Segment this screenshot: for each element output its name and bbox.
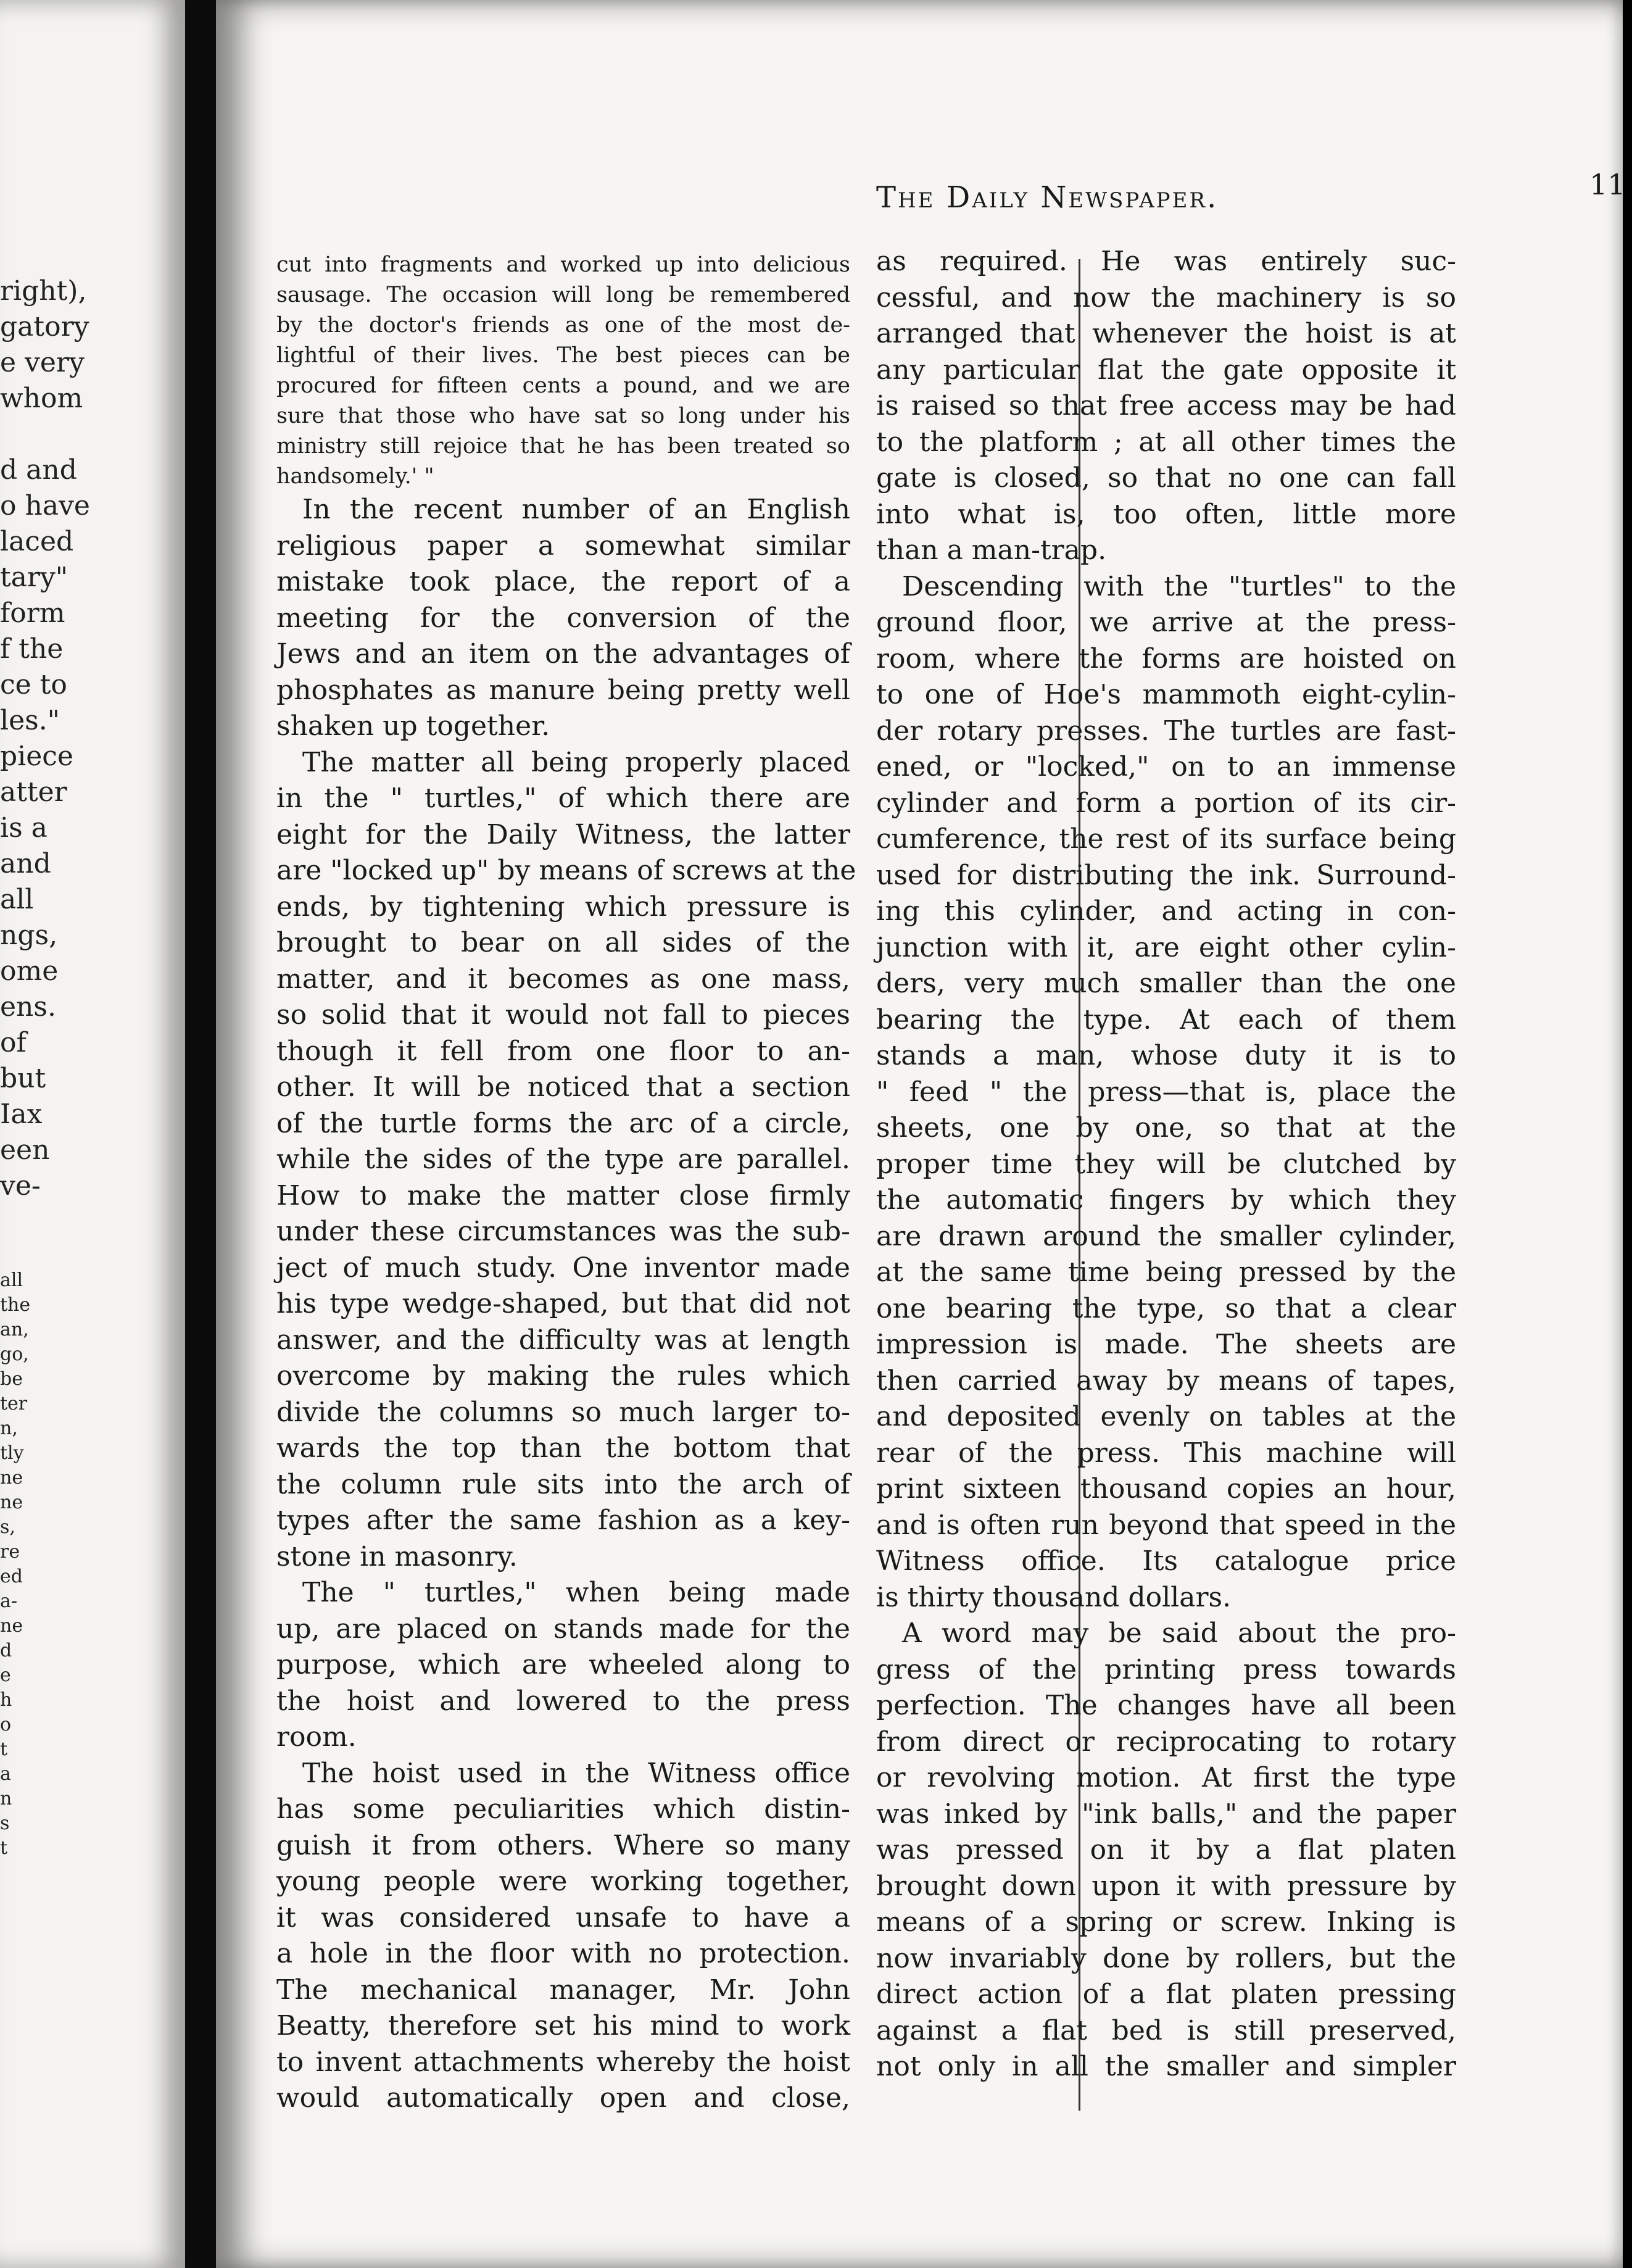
left-page-fragment: be [0, 1368, 23, 1390]
text-line: then carried away by means of tapes, [876, 1365, 1456, 1397]
text-line: the hoist and lowered to the press [276, 1685, 850, 1717]
text-column-left [276, 250, 856, 2117]
text-line: has some peculiarities which distin- [276, 1793, 850, 1825]
left-page-fragment: ome [0, 955, 59, 987]
text-line: room, where the forms are hoisted on [876, 642, 1456, 675]
text-line: types after the same fashion as a key- [276, 1505, 850, 1536]
text-line: not only in all the smaller and simpler [876, 2051, 1456, 2082]
text-line: ders, very much smaller than the one [876, 968, 1456, 999]
text-line: the automatic fingers by which they [876, 1184, 1456, 1216]
text-line: cessful, and now the machinery is so [876, 281, 1456, 314]
left-page-fragment: ed [0, 1566, 23, 1587]
text-line: eight for the Daily Witness, the latter [276, 818, 850, 850]
text-line: Jews and an item on the advantages of [276, 638, 850, 670]
left-page-fragment: whom [0, 383, 83, 414]
text-line: now invariably done by rollers, but the [876, 1942, 1456, 1974]
text-line: brought down upon it with pressure by [876, 1870, 1456, 1902]
text-line: junction with it, are eight other cylin- [876, 931, 1456, 963]
text-line: gress of the printing press towards [876, 1653, 1456, 1685]
text-line: is raised so that free access may be had [876, 390, 1456, 422]
text-line: means of a spring or screw. Inking is [876, 1906, 1456, 1938]
left-page-fragment: is a [0, 812, 48, 844]
left-page-fragment: a [0, 1763, 11, 1785]
text-line: overcome by making the rules which [276, 1360, 850, 1392]
text-line: The hoist used in the Witness office [302, 1757, 850, 1789]
left-page-fragment: ens. [0, 991, 56, 1023]
left-page-fragment: o have [0, 490, 90, 521]
text-line: Beatty, therefore set his mind to work [276, 2010, 850, 2042]
text-line: bearing the type. At each of them [876, 1003, 1456, 1036]
running-head: The Daily Newspaper. [876, 180, 1219, 215]
text-line: handsomely.' " [276, 464, 434, 489]
text-line: ject of much study. One inventor made [276, 1252, 850, 1284]
text-line: or revolving motion. At first the type [876, 1762, 1456, 1793]
text-line: and is often run beyond that speed in the [876, 1509, 1456, 1541]
left-page-fragment: n [0, 1788, 12, 1809]
text-line: cylinder and form a portion of its cir- [876, 787, 1456, 819]
text-line: by the doctor's friends as one of the most de- [276, 313, 850, 338]
text-line: his type wedge-shaped, but that did not [276, 1288, 850, 1319]
text-line: cut into fragments and worked up into delicious [276, 252, 850, 277]
text-line: sausage. The occasion will long be remembered [276, 283, 850, 307]
left-page-fragment: les." [0, 705, 60, 736]
left-page-fragment: a- [0, 1590, 18, 1612]
left-page-fragment: tary" [0, 562, 68, 593]
left-page-fragment: all [0, 884, 34, 915]
text-line: than a man-trap. [876, 534, 1107, 566]
left-page-fragment: o [0, 1714, 12, 1735]
text-line: sheets, one by one, so that at the [876, 1112, 1456, 1144]
left-page-fragment: d and [0, 454, 77, 486]
left-page-fragment: s, [0, 1516, 15, 1538]
left-page-fragment: ne [0, 1467, 23, 1489]
left-page-fragment: re [0, 1541, 20, 1563]
left-facing-page [0, 0, 185, 2268]
left-page-fragment: s [0, 1813, 10, 1834]
left-page-fragment: d [0, 1640, 12, 1661]
left-page-fragment: right), [0, 275, 87, 307]
text-line: purpose, which are wheeled along to [276, 1649, 850, 1680]
left-page-fragment: een [0, 1134, 50, 1166]
left-page-fragment: ne [0, 1492, 23, 1513]
text-line: of the turtle forms the arc of a circle, [276, 1107, 850, 1139]
text-line: in the " turtles," of which there are [276, 783, 850, 814]
text-line: meeting for the conversion of the [276, 602, 850, 634]
left-page-fragment: but [0, 1063, 46, 1094]
text-line: into what is, too often, little more [876, 498, 1456, 530]
left-page-fragment: of [0, 1027, 27, 1058]
text-line: wards the top than the bottom that [276, 1432, 850, 1464]
page-number: 11 [1589, 168, 1626, 201]
text-line: any particular flat the gate opposite it [876, 354, 1456, 386]
left-page-fragment: ce to [0, 669, 67, 700]
text-line: guish it from others. Where so many [276, 1829, 850, 1861]
text-line: while the sides of the type are parallel. [276, 1144, 850, 1175]
left-page-fragment: the [0, 1294, 31, 1316]
left-page-fragment: tly [0, 1442, 24, 1464]
text-line: arranged that whenever the hoist is at [876, 318, 1456, 349]
left-page-fragment: all [0, 1269, 23, 1291]
text-line: at the same time being pressed by the [876, 1257, 1456, 1288]
left-page-fragment: e [0, 1664, 11, 1686]
text-line: are drawn around the smaller cylinder, [876, 1220, 1456, 1252]
text-line: ministry still rejoice that he has been treated so [276, 434, 850, 459]
text-line: so solid that it would not fall to pieces [276, 999, 850, 1031]
text-line: ends, by tightening which pressure is [276, 891, 850, 923]
left-page-fragment: e very [0, 347, 85, 378]
text-line: though it fell from one floor to an- [276, 1035, 850, 1067]
text-line: ing this cylinder, and acting in con- [876, 895, 1456, 927]
text-line: was pressed on it by a flat platen [876, 1834, 1456, 1866]
left-page-fragment: atter [0, 776, 67, 808]
text-line: against a flat bed is still preserved, [876, 2014, 1456, 2046]
text-line: used for distributing the ink. Surround- [876, 859, 1456, 891]
text-line: perfection. The changes have all been [876, 1690, 1456, 1721]
text-line: rear of the press. This machine will [876, 1437, 1456, 1469]
text-line: religious paper a somewhat similar [276, 530, 850, 562]
text-line: ened, or "locked," on to an immense [876, 751, 1456, 783]
text-line: A word may be said about the pro- [902, 1618, 1456, 1649]
left-page-fragment: Iax [0, 1099, 43, 1130]
text-line: phosphates as manure being pretty well [276, 674, 850, 706]
text-line: was inked by "ink balls," and the paper [876, 1798, 1456, 1830]
text-line: procured for fifteen cents a pound, and we are [276, 373, 850, 398]
text-line: from direct or reciprocating to rotary [876, 1726, 1456, 1758]
text-line: print sixteen thousand copies an hour, [876, 1473, 1456, 1505]
text-line: impression is made. The sheets are [876, 1329, 1456, 1360]
text-line: direct action of a flat platen pressing [876, 1979, 1456, 2010]
text-line: other. It will be noticed that a section [276, 1071, 850, 1103]
left-page-fragment: an, [0, 1319, 29, 1340]
text-line: shaken up together. [276, 710, 550, 742]
left-page-fragment: h [0, 1689, 12, 1711]
text-line: to invent attachments whereby the hoist [276, 2046, 850, 2078]
left-page-fragment: ter [0, 1393, 28, 1414]
text-line: " feed " the press—that is, place the [876, 1076, 1456, 1108]
text-line: Descending with the "turtles" to the [902, 570, 1456, 602]
text-column-right [876, 244, 1456, 2085]
text-line: the column rule sits into the arch of [276, 1468, 850, 1500]
text-line: answer, and the difficulty was at length [276, 1324, 850, 1356]
text-line: are "locked up" by means of screws at the [276, 855, 856, 886]
text-line: and deposited evenly on tables at the [876, 1401, 1456, 1432]
text-line: In the recent number of an English [302, 494, 850, 525]
left-page-fragment: and [0, 848, 51, 879]
text-line: is thirty thousand dollars. [876, 1581, 1232, 1613]
text-line: der rotary presses. The turtles are fast- [876, 715, 1456, 747]
left-page-fragment: n, [0, 1418, 18, 1439]
left-page-fragment: ve- [0, 1170, 41, 1202]
text-line: a hole in the floor with no protection. [276, 1938, 850, 1969]
text-line: brought to bear on all sides of the [276, 927, 850, 958]
text-line: How to make the matter close firmly [276, 1179, 850, 1211]
left-page-fragment: piece [0, 741, 73, 772]
text-line: The mechanical manager, Mr. John [276, 1974, 850, 2006]
text-line: The " turtles," when being made [302, 1577, 850, 1608]
text-line: room. [276, 1721, 357, 1753]
text-line: as required. He was entirely suc- [876, 246, 1456, 277]
text-line: young people were working together, [276, 1866, 850, 1897]
text-line: matter, and it becomes as one mass, [276, 963, 850, 995]
text-line: stone in masonry. [276, 1540, 518, 1572]
text-line: to the platform ; at all other times the [876, 426, 1456, 458]
left-page-fragment: t [0, 1837, 8, 1859]
text-line: stands a man, whose duty it is to [876, 1040, 1456, 1071]
text-line: Witness office. Its catalogue price [876, 1545, 1456, 1577]
text-line: cumference, the rest of its surface being [876, 823, 1456, 855]
text-line: gate is closed, so that no one can fall [876, 462, 1456, 494]
left-page-fragment: ngs, [0, 920, 58, 951]
left-page-fragment: t [0, 1738, 8, 1760]
text-line: divide the columns so much larger to- [276, 1396, 850, 1428]
text-line: mistake took place, the report of a [276, 566, 850, 597]
text-line: lightful of their lives. The best pieces can be [276, 343, 850, 368]
left-page-fragment: f the [0, 633, 64, 665]
text-line: ground floor, we arrive at the press- [876, 607, 1456, 638]
text-line: would automatically open and close, [276, 2082, 850, 2114]
left-page-fragment: laced [0, 526, 74, 557]
text-line: proper time they will be clutched by [876, 1148, 1456, 1180]
text-line: up, are placed on stands made for the [276, 1613, 850, 1645]
text-line: under these circumstances was the sub- [276, 1216, 850, 1247]
text-line: sure that those who have sat so long under his [276, 404, 850, 428]
left-page-fragment: ne [0, 1615, 23, 1637]
left-page-fragment: gatory [0, 311, 89, 343]
text-line: The matter all being properly placed [302, 746, 850, 778]
left-page-fragment: form [0, 597, 65, 629]
text-line: it was considered unsafe to have a [276, 1901, 850, 1934]
text-line: one bearing the type, so that a clear [876, 1292, 1456, 1324]
left-page-fragment: go, [0, 1344, 29, 1365]
text-line: to one of Hoe's mammoth eight-cylin- [876, 679, 1456, 710]
